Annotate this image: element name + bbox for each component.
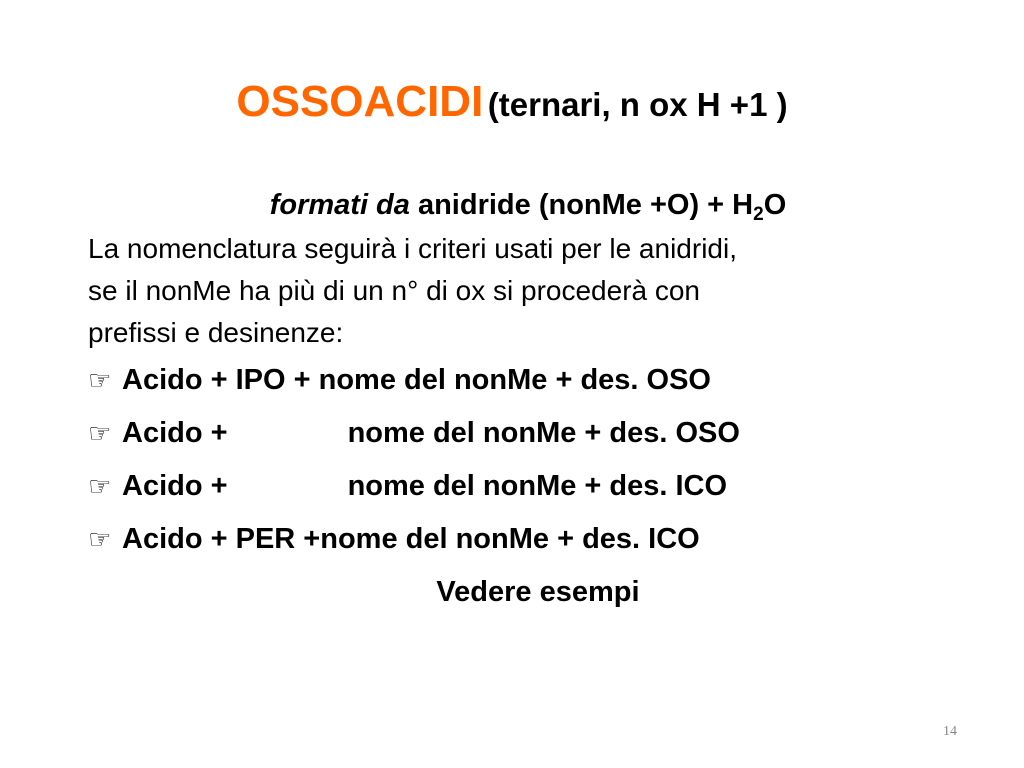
bullet-text: Acido + — [122, 470, 228, 502]
formula-italic: formati da — [269, 189, 410, 221]
formula-line — [88, 184, 968, 226]
pointing-hand-icon: ☞ — [88, 419, 112, 449]
title-subtitle: (ternari, n ox H +1 ) — [487, 86, 788, 123]
pointing-hand-icon: ☞ — [88, 472, 112, 502]
bullet-text: Acido + PER +nome del nonMe + des. ICO — [122, 523, 700, 555]
paragraph-line: se il nonMe ha più di un n° di ox si procederà con — [88, 275, 701, 306]
paragraph-line: prefissi e desinenze: — [88, 317, 344, 348]
bullet-text-right: nome del nonMe + des. ICO — [347, 470, 728, 502]
title-main: OSSOACIDI — [236, 77, 484, 126]
bullet-text-right: nome del nonMe + des. OSO — [347, 417, 740, 449]
formula-subscript: 2 — [753, 204, 764, 225]
bullet-item — [88, 407, 968, 460]
slide-title — [0, 72, 1024, 142]
slide-body — [88, 184, 968, 618]
bullet-text: Acido + — [122, 417, 228, 449]
formula-tail: O — [763, 189, 787, 221]
paragraph — [88, 228, 968, 354]
bullet-text: Acido + IPO + nome del nonMe + des. OSO — [122, 364, 711, 396]
pointing-hand-icon: ☞ — [88, 366, 112, 396]
bullet-item — [88, 460, 968, 513]
formula-text: anidride (nonMe +O) + H — [417, 189, 754, 221]
page-number: 14 — [943, 724, 957, 739]
pointing-hand-icon: ☞ — [88, 525, 112, 555]
bullet-item — [88, 354, 968, 407]
see-examples-text: Vedere esempi — [436, 576, 640, 608]
bullet-item — [88, 513, 968, 566]
paragraph-line: La nomenclatura seguirà i criteri usati per le anidridi, — [88, 233, 737, 264]
